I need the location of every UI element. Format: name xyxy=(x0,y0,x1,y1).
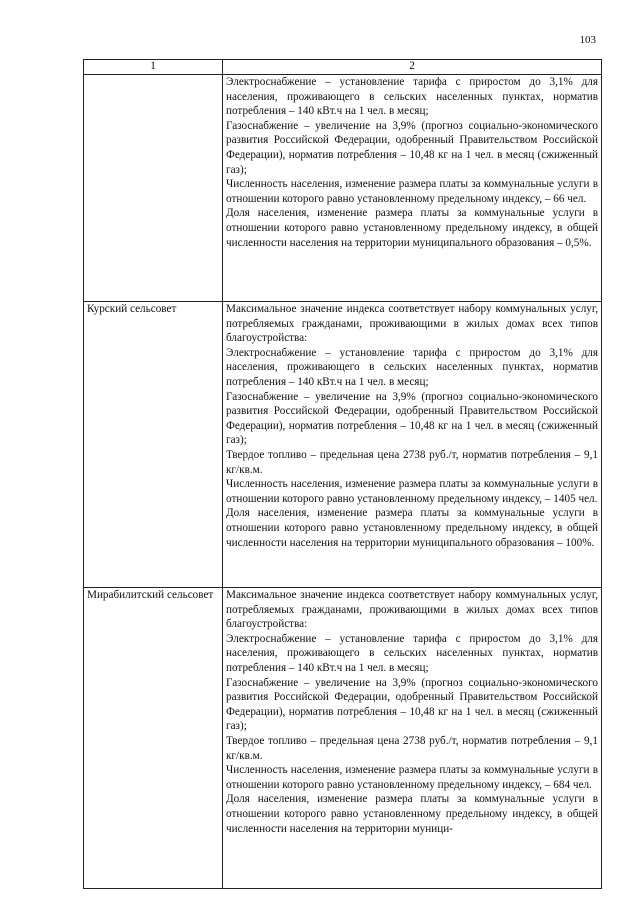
paragraph: Максимальное значение индекса соответствует набору коммунальных услуг, потребляемых гражданами, проживающими в жилых домах всех типов благоустройства: xyxy=(226,589,598,631)
header-cell-2: 2 xyxy=(223,60,602,75)
row-description xyxy=(223,302,602,588)
paragraph: Твердое топливо – предельная цена 2738 руб./т, норматив потребления – 9,1 кг/кв.м. xyxy=(226,448,598,476)
paragraph: Доля населения, изменение размера платы за коммунальные услуги в отношении которого равно установленному предельному индексу, в общей численности населения на территории муниципального образования – 100%. xyxy=(226,507,598,549)
municipality-name xyxy=(84,75,223,302)
paragraph: Численность населения, изменение размера платы за коммунальные услуги в отношении которого равно установленному предельному индексу, – 66 чел. xyxy=(226,178,598,205)
table-header-row xyxy=(84,60,602,75)
paragraph: Электроснабжение – установление тарифа с приростом до 3,1% для населения, проживающего в сельских населенных пунктах, норматив потребления – 140 кВт.ч на 1 чел. в месяц; xyxy=(226,346,598,388)
paragraph: Доля населения, изменение размера платы за коммунальные услуги в отношении которого равно установленному предельному индексу, в общей численности населения на территории муниципального образования – 0,5%. xyxy=(226,207,598,249)
table-row xyxy=(84,302,602,588)
paragraph: Численность населения, изменение размера платы за коммунальные услуги в отношении которого равно установленному предельному индексу, – 684 чел. xyxy=(226,764,598,791)
paragraph: Твердое топливо – предельная цена 2738 руб./т, норматив потребления – 9,1 кг/кв.м. xyxy=(226,734,598,762)
row-description xyxy=(223,75,602,302)
paragraph: Газоснабжение – увеличение на 3,9% (прогноз социально-экономического развития Российской Федерации, одобренный Правительством Российской Федерации), норматив потребления – 10,48 кг на 1 чел. в месяц (сжиженный газ); xyxy=(226,390,598,447)
paragraph: Численность населения, изменение размера платы за коммунальные услуги в отношении которого равно установленному предельному индексу, – 1405 чел. xyxy=(226,478,598,505)
paragraph: Газоснабжение – увеличение на 3,9% (прогноз социально-экономического развития Российской Федерации, одобренный Правительством Российской Федерации), норматив потребления – 10,48 кг на 1 чел. в месяц (сжиженный газ); xyxy=(226,119,598,176)
paragraph: Электроснабжение – установление тарифа с приростом до 3,1% для населения, проживающего в сельских населенных пунктах, норматив потребления – 140 кВт.ч на 1 чел. в месяц; xyxy=(226,632,598,674)
table-row xyxy=(84,75,602,302)
paragraph: Электроснабжение – установление тарифа с приростом до 3,1% для населения, проживающего в сельских населенных пунктах, норматив потребления – 140 кВт.ч на 1 чел. в месяц; xyxy=(226,76,598,118)
tariff-table xyxy=(83,59,602,889)
municipality-name: Курский сельсовет xyxy=(84,302,223,588)
paragraph: Максимальное значение индекса соответствует набору коммунальных услуг, потребляемых гражданами, проживающими в жилых домах всех типов благоустройства: xyxy=(226,303,598,345)
header-cell-1: 1 xyxy=(84,60,223,75)
table-row xyxy=(84,588,602,889)
page-number: 103 xyxy=(579,34,596,46)
paragraph: Доля населения, изменение размера платы за коммунальные услуги в отношении которого равно установленному предельному индексу, в общей численности населения на территории муници- xyxy=(226,793,598,835)
paragraph: Газоснабжение – увеличение на 3,9% (прогноз социально-экономического развития Российской Федерации, одобренный Правительством Российской Федерации), норматив потребления – 10,48 кг на 1 чел. в месяц (сжиженный газ); xyxy=(226,676,598,733)
row-description xyxy=(223,588,602,889)
municipality-name: Мирабилитский сельсовет xyxy=(84,588,223,889)
